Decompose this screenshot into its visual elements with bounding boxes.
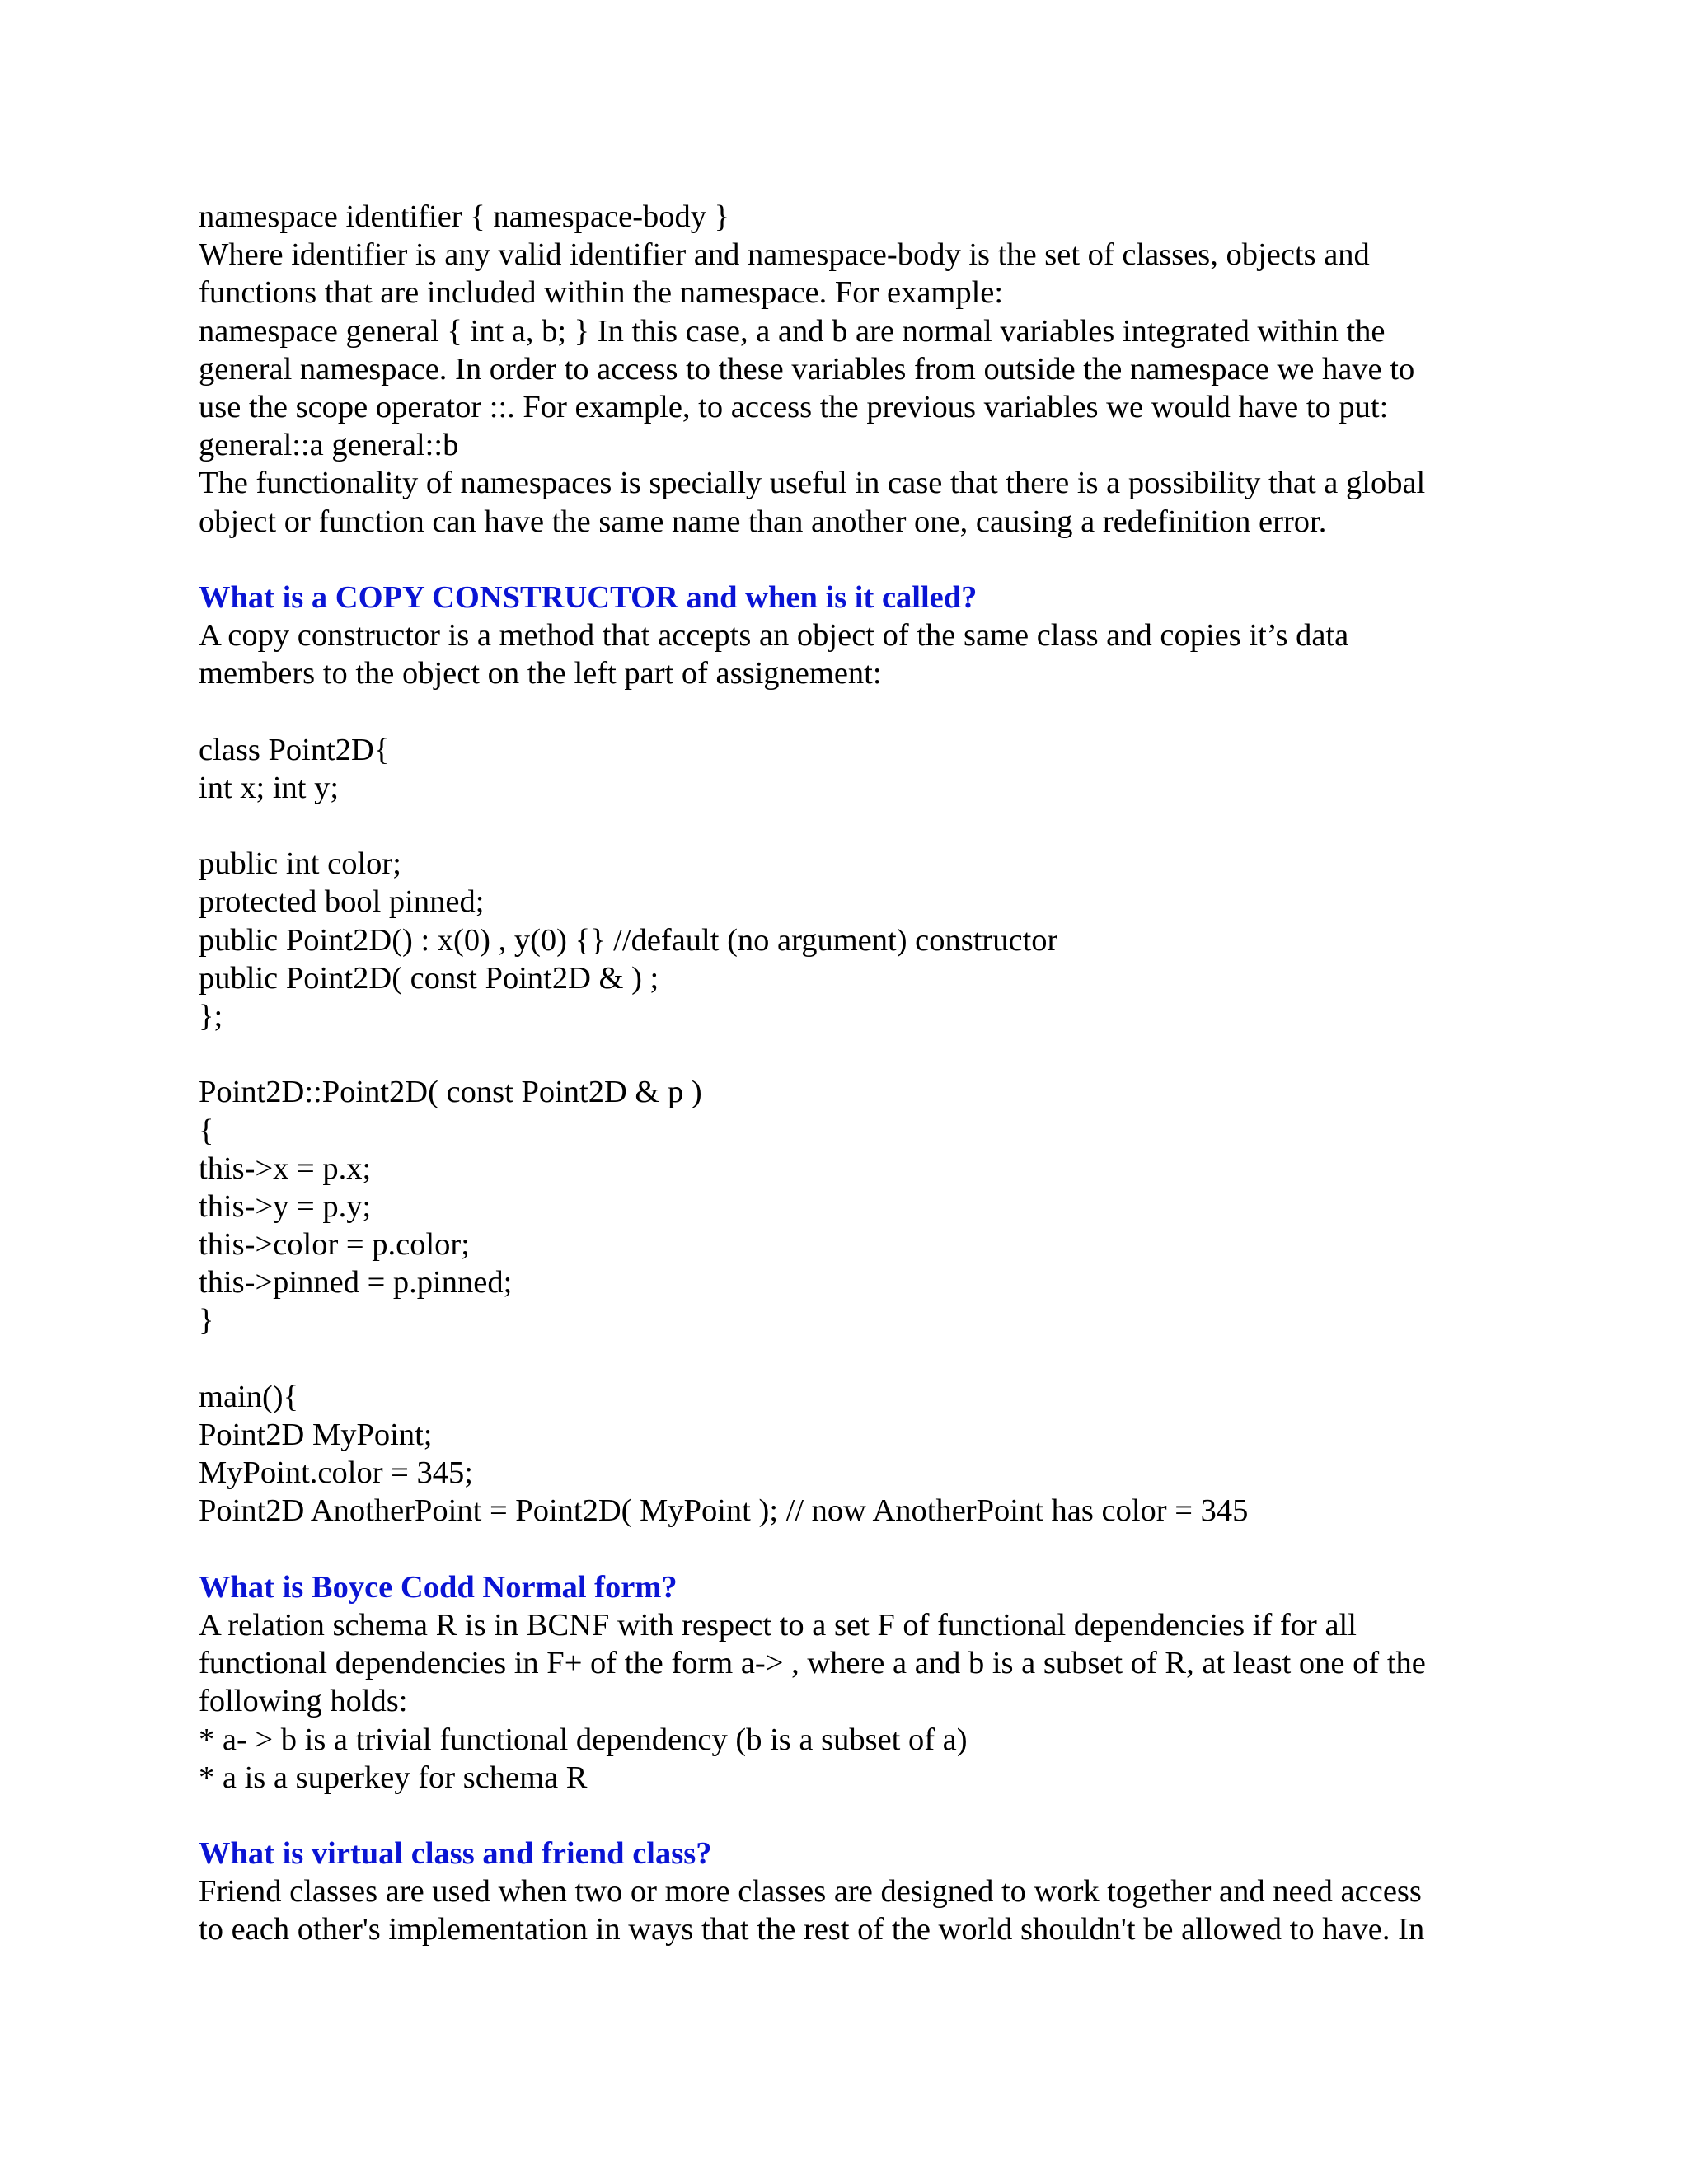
code-line: this->y = p.y; [199, 1188, 372, 1224]
code-line: Point2D AnotherPoint = Point2D( MyPoint ); // now AnotherPoint has color = 345 [199, 1493, 1249, 1529]
spacer [199, 1797, 1501, 1835]
code-line: protected bool pinned; [199, 884, 485, 920]
text-line: functional dependencies in F+ of the form a-> , where a and b is a subset of R, at least one of the [199, 1646, 1426, 1681]
namespace-section [199, 198, 1501, 541]
text-line: functions that are included within the namespace. For example: [199, 275, 1004, 311]
section-heading: What is Boyce Codd Normal form? [199, 1569, 678, 1605]
code-block-impl [199, 1073, 1501, 1339]
text-line: members to the object on the left part of assignement: [199, 656, 882, 691]
code-line: Point2D::Point2D( const Point2D & p ) [199, 1075, 702, 1110]
text-line: general namespace. In order to access to these variables from outside the namespace we have to [199, 351, 1415, 387]
bcnf-section [199, 1568, 1501, 1797]
code-line: Point2D MyPoint; [199, 1418, 433, 1452]
text-line: general::a general::b [199, 428, 459, 463]
spacer [199, 1035, 1501, 1073]
text-line: namespace general { int a, b; } In this case, a and b are normal variables integrated within the [199, 313, 1386, 349]
spacer [199, 541, 1501, 579]
text-line: * a is a superkey for schema R [199, 1760, 588, 1795]
code-line: public Point2D( const Point2D & ) ; [199, 960, 659, 996]
code-line: public int color; [199, 846, 401, 882]
text-line: namespace identifier { namespace-body } [199, 199, 730, 234]
document-page [199, 198, 1501, 1949]
section-heading: What is a COPY CONSTRUCTOR and when is it called? [199, 579, 978, 615]
code-line: main(){ [199, 1379, 299, 1414]
text-line: A relation schema R is in BCNF with respect to a set F of functional dependencies if for all [199, 1607, 1357, 1643]
section-heading: What is virtual class and friend class? [199, 1836, 712, 1872]
text-line: A copy constructor is a method that accepts an object of the same class and copies it’s data [199, 618, 1349, 654]
code-line: } [199, 1303, 214, 1338]
code-line: }; [199, 998, 223, 1033]
spacer [199, 807, 1501, 845]
code-block-main [199, 1378, 1501, 1530]
code-line: class Point2D{ [199, 732, 390, 767]
code-line: this->pinned = p.pinned; [199, 1265, 513, 1301]
text-line: The functionality of namespaces is specially useful in case that there is a possibility that a global [199, 466, 1426, 501]
copy-constructor-section [199, 579, 1501, 1530]
code-line: public Point2D() : x(0) , y(0) {} //default (no argument) constructor [199, 922, 1058, 958]
code-block-class [199, 731, 1501, 807]
spacer [199, 1340, 1501, 1378]
code-line: this->color = p.color; [199, 1227, 470, 1263]
spacer [199, 692, 1501, 730]
text-line: object or function can have the same name than another one, causing a redefinition error. [199, 504, 1327, 539]
code-line: this->x = p.x; [199, 1151, 372, 1186]
code-line: int x; int y; [199, 770, 340, 805]
code-block-members [199, 845, 1501, 1035]
text-line: Friend classes are used when two or more classes are designed to work together and need access [199, 1874, 1422, 1910]
text-line: to each other's implementation in ways that the rest of the world shouldn't be allowed to have. In [199, 1912, 1425, 1947]
text-line: following holds: [199, 1684, 408, 1719]
text-line: Where identifier is any valid identifier and namespace-body is the set of classes, objects and [199, 237, 1370, 273]
friend-class-section [199, 1835, 1501, 1949]
code-line: MyPoint.color = 345; [199, 1455, 473, 1491]
text-line: * a- > b is a trivial functional dependency (b is a subset of a) [199, 1722, 968, 1757]
spacer [199, 1530, 1501, 1568]
text-line: use the scope operator ::. For example, to access the previous variables we would have to put: [199, 389, 1389, 424]
code-line: { [199, 1113, 214, 1148]
